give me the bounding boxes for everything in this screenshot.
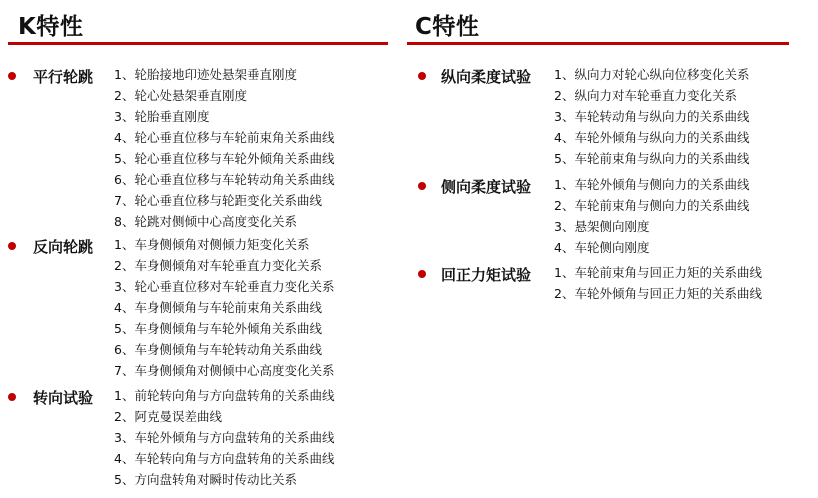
list-item: 5、车轮前束角与纵向力的关系曲线: [554, 151, 750, 166]
bullet-icon: [8, 242, 16, 250]
bullet-icon: [418, 270, 426, 278]
list-item: 3、车轮转动角与纵向力的关系曲线: [554, 109, 750, 124]
list-item: 1、轮胎接地印迹处悬架垂直刚度: [114, 67, 297, 82]
list-item: 4、车轮转向角与方向盘转角的关系曲线: [114, 451, 335, 466]
section-title: 转向试验: [33, 389, 94, 407]
list-item: 6、车身侧倾角与车轮转动角关系曲线: [114, 342, 322, 357]
c-characteristics-title: C特性: [415, 14, 480, 40]
section-title: 回正力矩试验: [441, 266, 532, 284]
k-characteristics-title: K特性: [18, 14, 84, 40]
list-item: 7、车身侧倾角对侧倾中心高度变化关系: [114, 363, 335, 378]
list-item: 2、车轮外倾角与回正力矩的关系曲线: [554, 286, 762, 301]
k-title-underline: [8, 42, 388, 45]
bullet-icon: [8, 393, 16, 401]
list-item: 8、轮跳对侧倾中心高度变化关系: [114, 214, 297, 229]
list-item: 2、阿克曼误差曲线: [114, 409, 222, 424]
list-item: 5、方向盘转角对瞬时传动比关系: [114, 472, 297, 487]
bullet-icon: [418, 72, 426, 80]
c-title-underline: [407, 42, 789, 45]
list-item: 1、纵向力对轮心纵向位移变化关系: [554, 67, 750, 82]
list-item: 4、车身侧倾角与车轮前束角关系曲线: [114, 300, 322, 315]
list-item: 3、车轮外倾角与方向盘转角的关系曲线: [114, 430, 335, 445]
bullet-icon: [8, 72, 16, 80]
bullet-icon: [418, 182, 426, 190]
section-title: 侧向柔度试验: [441, 178, 532, 196]
list-item: 2、纵向力对车轮垂直力变化关系: [554, 88, 737, 103]
list-item: 1、前轮转向角与方向盘转角的关系曲线: [114, 388, 335, 403]
list-item: 5、车身侧倾角与车轮外倾角关系曲线: [114, 321, 322, 336]
list-item: 1、车轮前束角与回正力矩的关系曲线: [554, 265, 762, 280]
list-item: 3、轮心垂直位移对车轮垂直力变化关系: [114, 279, 335, 294]
list-item: 1、车身侧倾角对侧倾力矩变化关系: [114, 237, 310, 252]
section-title: 反向轮跳: [33, 238, 94, 256]
section-title: 纵向柔度试验: [441, 68, 532, 86]
list-item: 5、轮心垂直位移与车轮外倾角关系曲线: [114, 151, 335, 166]
list-item: 2、车轮前束角与侧向力的关系曲线: [554, 198, 750, 213]
list-item: 1、车轮外倾角与侧向力的关系曲线: [554, 177, 750, 192]
list-item: 6、轮心垂直位移与车轮转动角关系曲线: [114, 172, 335, 187]
section-title: 平行轮跳: [33, 68, 94, 86]
list-item: 7、轮心垂直位移与轮距变化关系曲线: [114, 193, 322, 208]
list-item: 3、轮胎垂直刚度: [114, 109, 210, 124]
list-item: 3、悬架侧向刚度: [554, 219, 650, 234]
list-item: 4、车轮侧向刚度: [554, 240, 650, 255]
list-item: 4、车轮外倾角与纵向力的关系曲线: [554, 130, 750, 145]
list-item: 4、轮心垂直位移与车轮前束角关系曲线: [114, 130, 335, 145]
list-item: 2、轮心处悬架垂直刚度: [114, 88, 247, 103]
list-item: 2、车身侧倾角对车轮垂直力变化关系: [114, 258, 322, 273]
